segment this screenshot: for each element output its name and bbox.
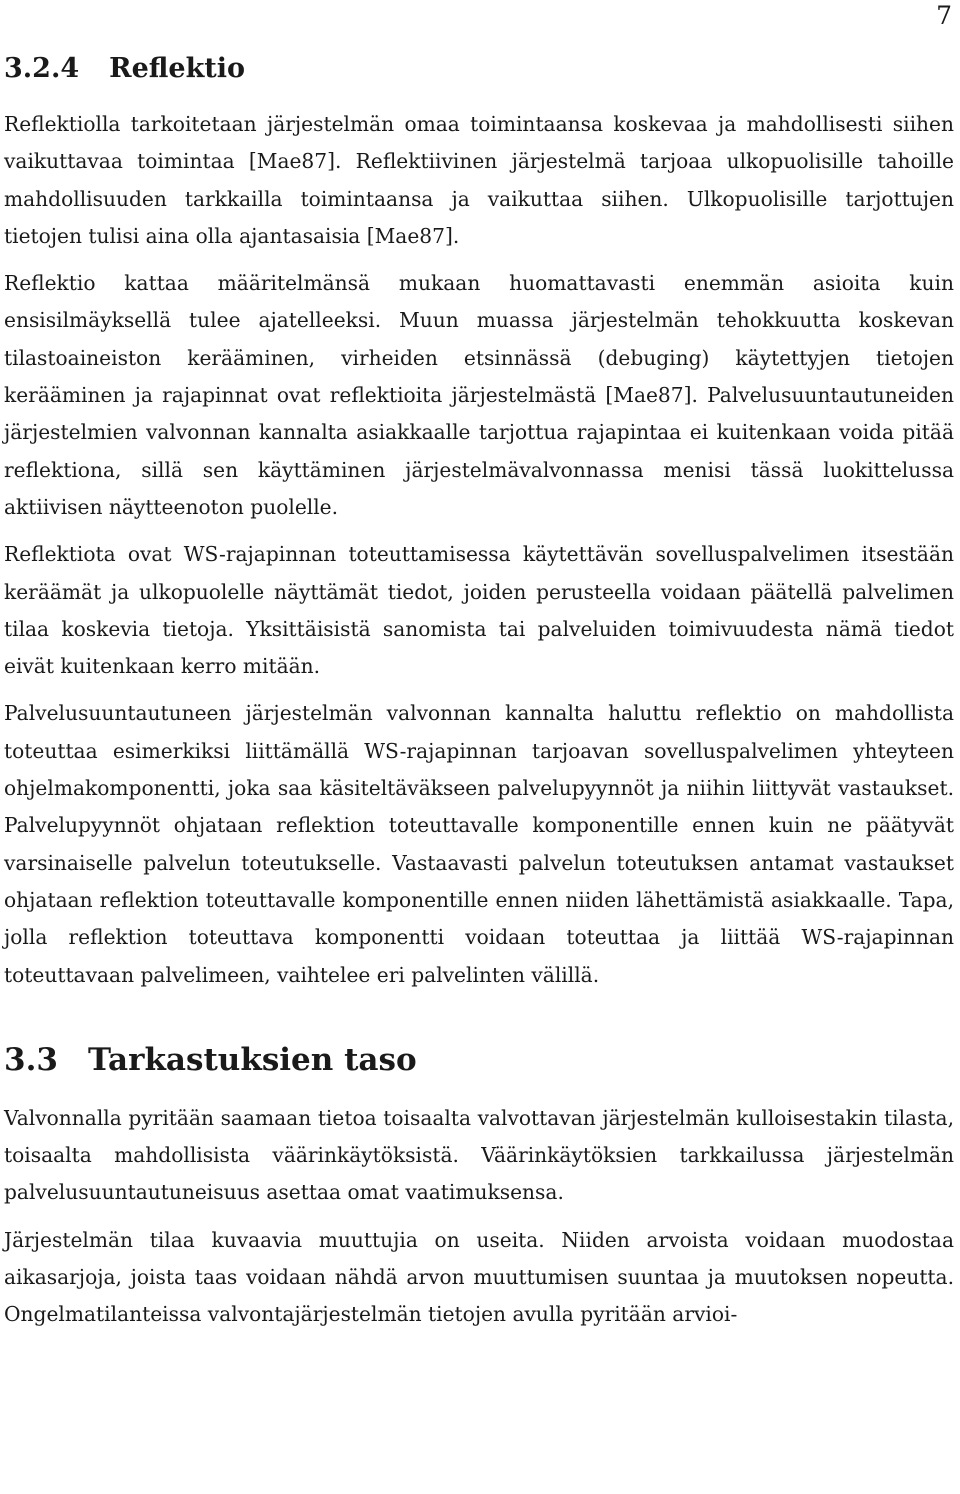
section-heading — [4, 1038, 954, 1082]
paragraph: Reflektiolla tarkoitetaan järjestelmän omaa toimintaansa koskevaa ja mahdollisesti siihen vaikuttavaa toimintaa [Mae87]. Reflektiivinen järjestelmä tarjoaa ulkopuolisille tahoille mahdollisuuden tarkkailla toimintaansa ja vaikuttaa siihen. Ulkopuolisille tarjottujen tietojen tulisi aina olla ajantasaisia [Mae87]. — [4, 112, 954, 248]
section-title: Tarkastuksien taso — [87, 1041, 417, 1078]
page-number: 7 — [936, 1, 952, 30]
subsection-heading — [4, 50, 954, 88]
paragraph: Reflektiota ovat WS-rajapinnan toteuttamisessa käytettävän sovelluspalvelimen itsestään keräämät ja ulkopuolelle näyttämät tiedot, joiden perusteella voidaan päätellä palvelimen tilaa koskevia tietoja. Yksittäisistä sanomista tai palveluiden toimivuudesta nämä tiedot eivät kuitenkaan kerro mitään. — [4, 542, 954, 679]
paragraph: Järjestelmän tilaa kuvaavia muuttujia on useita. Niiden arvoista voidaan muodostaa aikasarjoja, joista taas voidaan nähdä arvon muuttumisen suuntaa ja muutoksen nopeutta. Ongelmatilanteissa valvontajärjestelmän tietojen avulla pyritään arvioi- — [4, 1227, 954, 1327]
paragraph: Reflektio kattaa määritelmänsä mukaan huomattavasti enemmän asioita kuin ensisilmäyksellä tulee ajatelleeksi. Muun muassa järjestelmän tehokkuutta koskevan tilastoaineiston kerääminen, virheiden etsinnässä (debuging) käytettyjen tietojen kerääminen ja rajapinnat ovat reflektioita järjestelmästä [Mae87]. Palvelusuuntautuneiden järjestelmien valvonnan kannalta asiakkaalle tarjottua rajapintaa ei kuitenkaan voida pitää reflektiona, sillä sen käyttäminen järjestelmävalvonnassa menisi tässä luokittelussa aktiivisen näytteenoton puolelle. — [4, 271, 954, 519]
paragraph: Palvelusuuntautuneen järjestelmän valvonnan kannalta haluttu reflektio on mahdollista toteuttaa esimerkiksi liittämällä WS-rajapinnan tarjoavan sovelluspalvelimen yhteyteen ohjelmakomponentti, joka saa käsiteltäväkseen palvelupyynnöt ja niihin liittyvät vastaukset. Palvelupyynnöt ohjataan reflektion toteuttavalle komponentille ennen kuin ne päätyvät varsinaiselle palvelun toteutukselle. Vastaavasti palvelun toteutuksen antamat vastaukset ohjataan reflektion toteuttavalle komponentille ennen niiden lähettämistä asiakkaalle. Tapa, jolla reflektion toteuttava komponentti voidaan toteuttaa ja liittää WS-rajapinnan toteuttavaan palvelimeen, vaihtelee eri palvelinten välillä. — [4, 701, 954, 987]
section-number: 3.3 — [4, 1041, 58, 1078]
subsection-number: 3.2.4 — [4, 53, 80, 84]
paragraph: Valvonnalla pyritään saamaan tietoa toisaalta valvottavan järjestelmän kulloisestakin tilasta, toisaalta mahdollisista väärinkäytöksistä. Väärinkäytöksien tarkkailussa järjestelmän palvelusuuntautuneisuus asettaa omat vaatimuksensa. — [4, 1105, 954, 1205]
subsection-title: Reflektio — [109, 53, 246, 84]
page-content — [4, 50, 954, 1344]
